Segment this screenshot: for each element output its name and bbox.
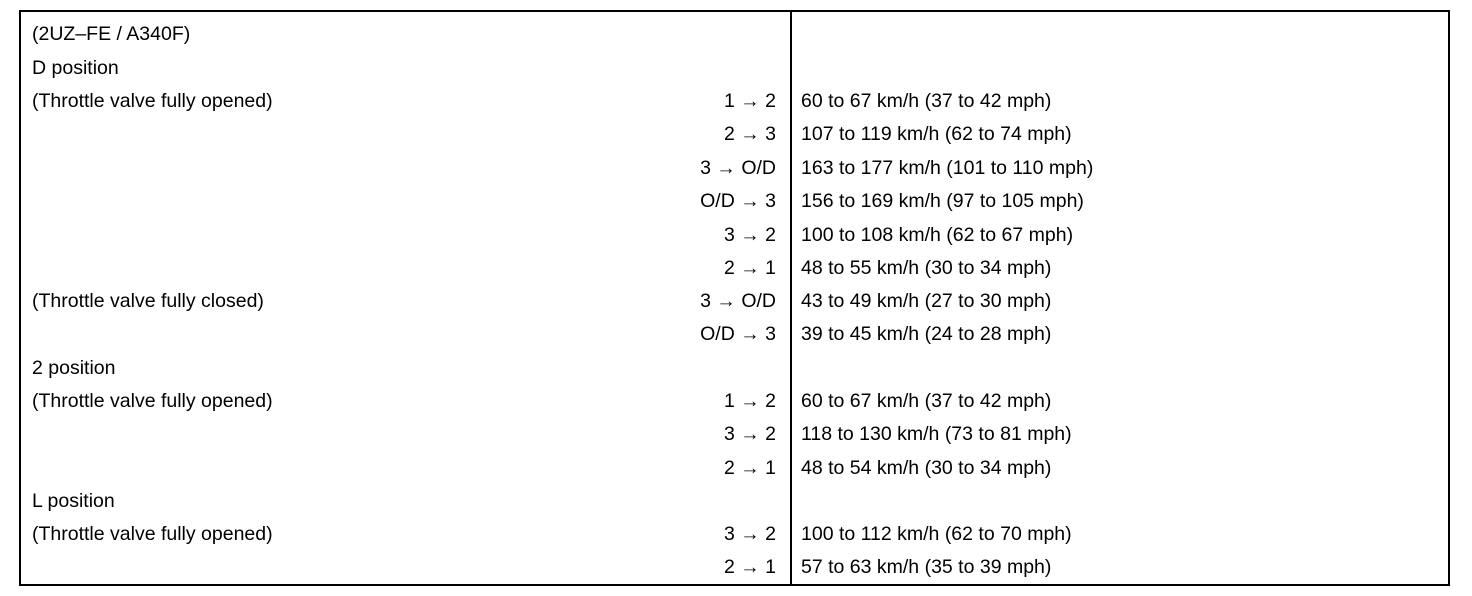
condition-cell: (Throttle valve fully opened) [32, 90, 273, 112]
shift-point-table [19, 10, 1450, 586]
table-row [21, 85, 1448, 118]
shift-cell: 1 → 2 [723, 90, 776, 112]
speed-cell: 100 to 112 km/h (62 to 70 mph) [801, 523, 1072, 545]
speed-cell: 60 to 67 km/h (37 to 42 mph) [801, 390, 1052, 412]
table-row [21, 219, 1448, 252]
condition-cell: (Throttle valve fully opened) [32, 390, 273, 412]
speed-cell: 48 to 54 km/h (30 to 34 mph) [801, 457, 1052, 479]
table-row [21, 418, 1448, 451]
table-row [21, 185, 1448, 218]
condition-cell: (2UZ–FE / A340F) [32, 23, 191, 45]
speed-cell: 39 to 45 km/h (24 to 28 mph) [801, 323, 1052, 345]
table-row [21, 252, 1448, 285]
condition-cell: (Throttle valve fully opened) [32, 523, 273, 545]
speed-cell: 43 to 49 km/h (27 to 30 mph) [801, 290, 1052, 312]
shift-cell: 3 → 2 [723, 523, 776, 545]
condition-cell: L position [32, 490, 115, 512]
shift-cell: O/D → 3 [700, 190, 776, 212]
table-row [21, 518, 1448, 551]
shift-cell: O/D → 3 [700, 323, 776, 345]
shift-cell: 1 → 2 [723, 390, 776, 412]
speed-cell: 118 to 130 km/h (73 to 81 mph) [801, 423, 1072, 445]
table-row [21, 485, 1448, 518]
condition-cell: 2 position [32, 357, 116, 379]
table-row [21, 352, 1448, 385]
condition-cell: D position [32, 57, 119, 79]
shift-cell: 3 → O/D [700, 290, 776, 312]
table-row [21, 285, 1448, 318]
condition-cell: (Throttle valve fully closed) [32, 290, 264, 312]
shift-cell: 3 → O/D [700, 157, 776, 179]
speed-cell: 156 to 169 km/h (97 to 105 mph) [801, 190, 1084, 212]
shift-cell: 2 → 1 [723, 556, 776, 578]
table-row [21, 551, 1448, 584]
speed-cell: 163 to 177 km/h (101 to 110 mph) [801, 157, 1094, 179]
table-row [21, 452, 1448, 485]
table-row [21, 52, 1448, 85]
shift-cell: 2 → 1 [723, 457, 776, 479]
table-row [21, 118, 1448, 151]
shift-cell: 3 → 2 [723, 224, 776, 246]
shift-cell: 2 → 3 [723, 123, 776, 145]
shift-cell: 2 → 1 [723, 257, 776, 279]
table-row [21, 385, 1448, 418]
speed-cell: 100 to 108 km/h (62 to 67 mph) [801, 224, 1074, 246]
speed-cell: 57 to 63 km/h (35 to 39 mph) [801, 556, 1052, 578]
table-row [21, 152, 1448, 185]
table-row [21, 18, 1448, 51]
table-row [21, 318, 1448, 351]
speed-cell: 48 to 55 km/h (30 to 34 mph) [801, 257, 1052, 279]
shift-cell: 3 → 2 [723, 423, 776, 445]
speed-cell: 60 to 67 km/h (37 to 42 mph) [801, 90, 1052, 112]
speed-cell: 107 to 119 km/h (62 to 74 mph) [801, 123, 1072, 145]
